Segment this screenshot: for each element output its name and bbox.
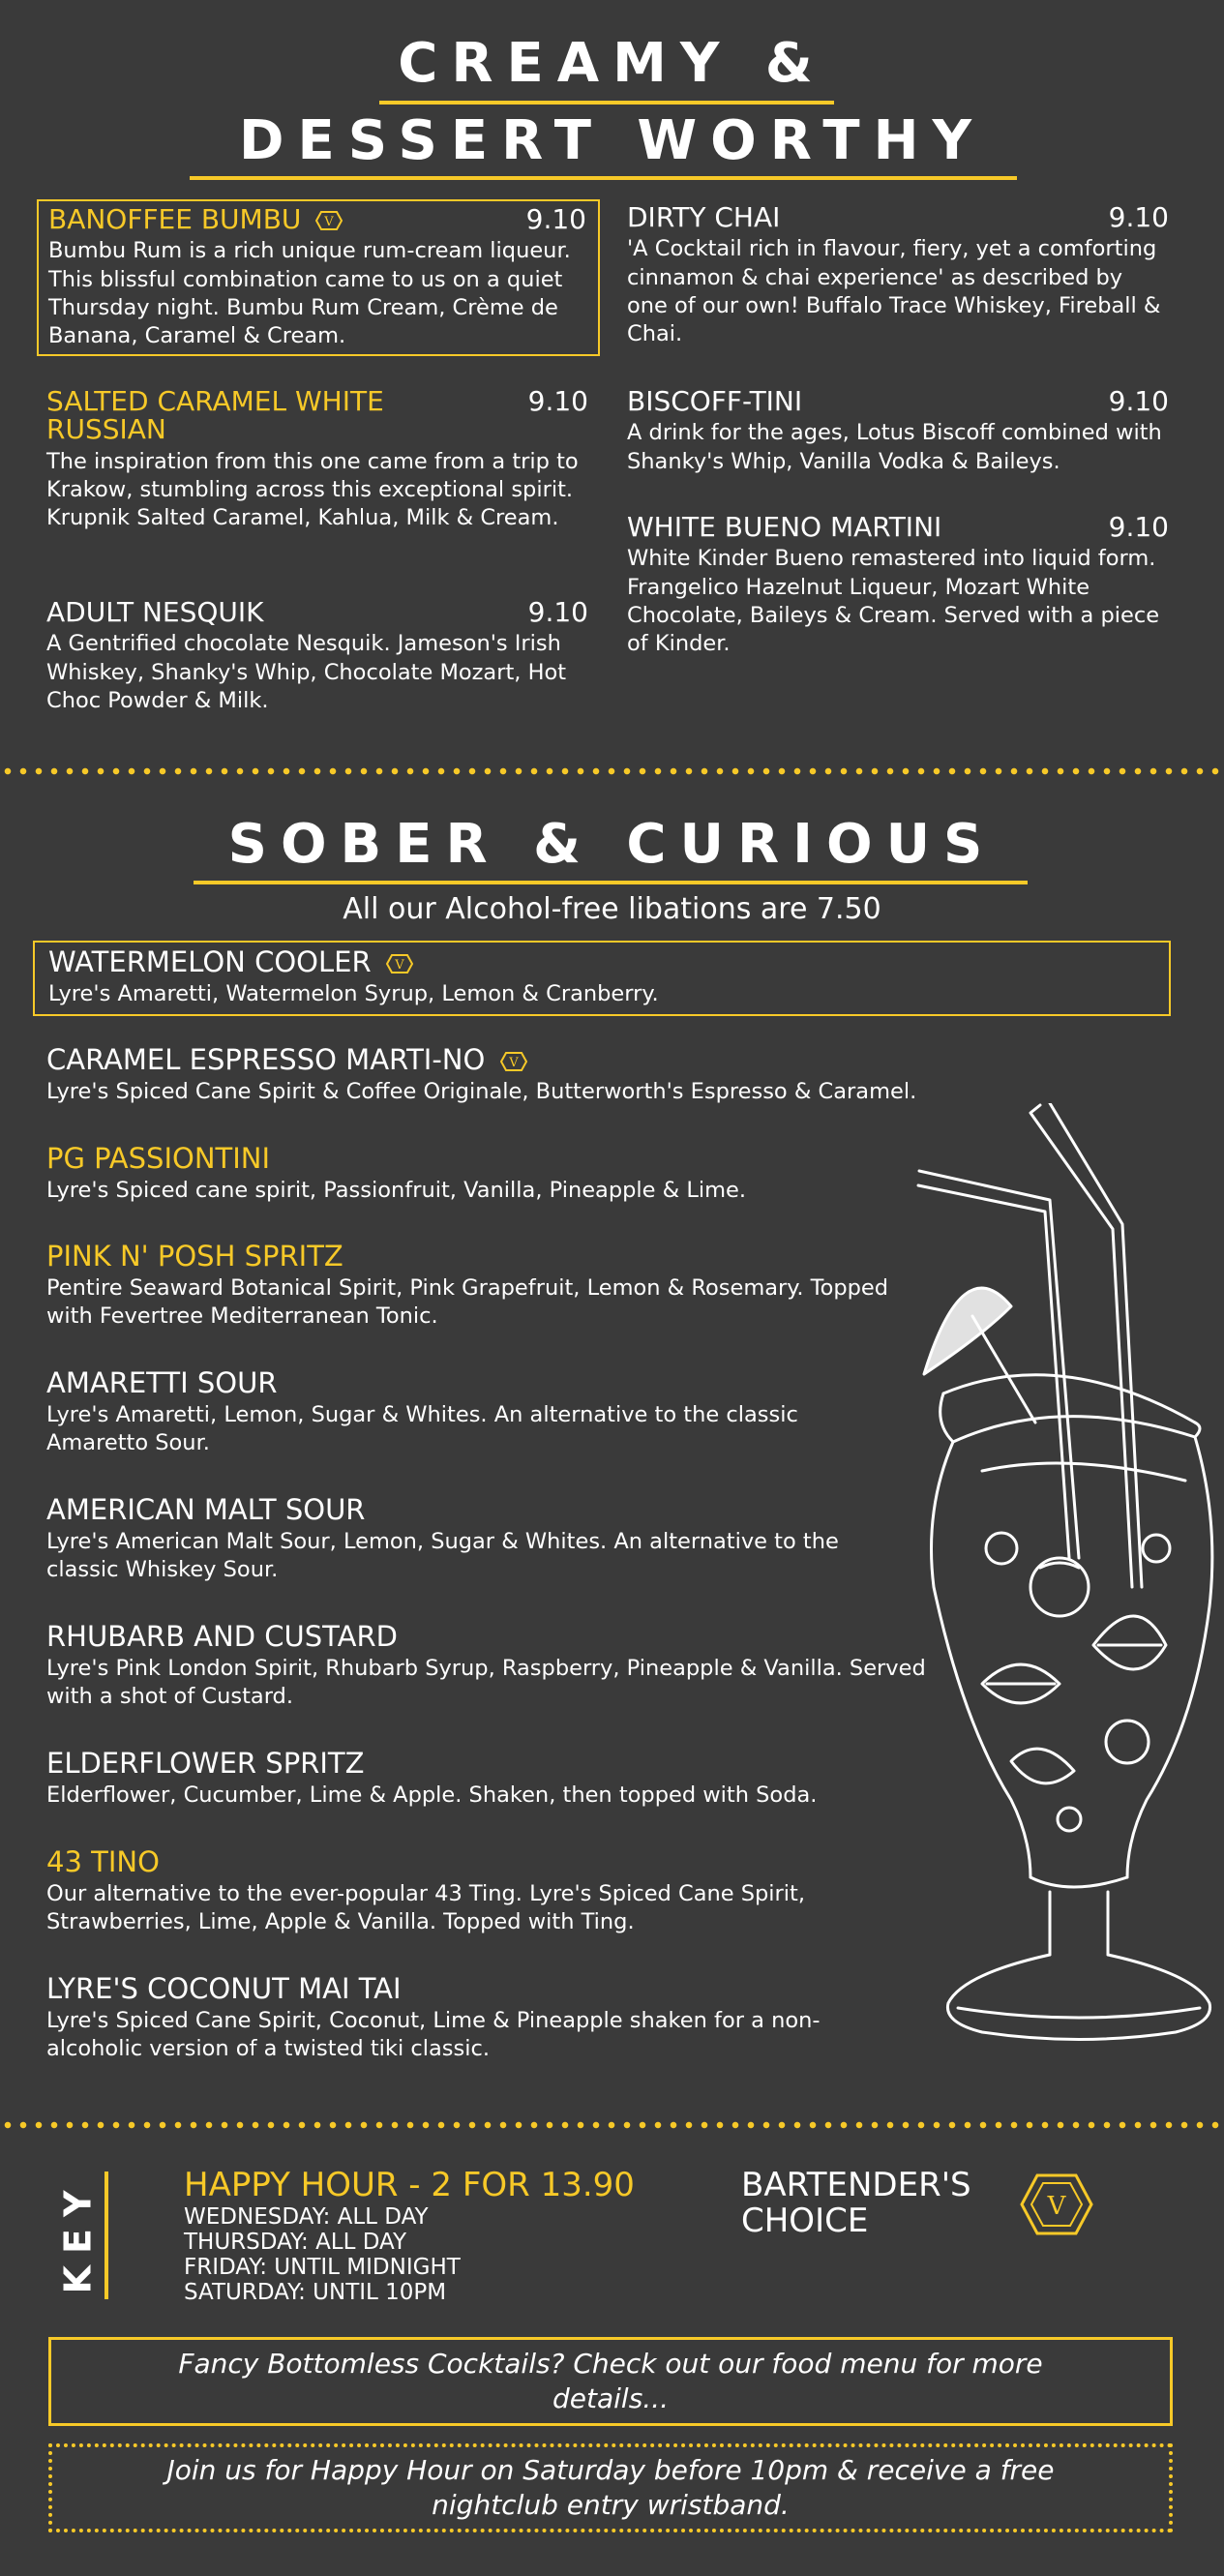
item-name: PG PASSIONTINI [46,1142,271,1175]
dotted-divider [0,2121,1224,2129]
item-description: The inspiration from this one came from a trip to Krakow, stumbling across this exceptional spirit. Krupnik Salted Caramel, Kahlua, Milk & Cream. [46,448,579,531]
item-description: Lyre's Spiced Cane Spirit & Coffee Originale, Butterworth's Espresso & Caramel. [46,1078,917,1104]
item-name: CARAMEL ESPRESSO MARTI-NO [46,1043,486,1076]
item-name: 43 TINO [46,1845,160,1878]
item-price: 9.10 [527,596,588,628]
bartenders-choice-icon [315,210,343,231]
bartenders-choice-icon [500,1051,527,1072]
menu-item-coconut-mai-tai [46,1974,879,2063]
item-description: Our alternative to the ever-popular 43 Ting. Lyre's Spiced Cane Spirit, Strawberries, Lime, Apple & Vanilla. Topped with Ting. [46,1880,806,1935]
item-description: Bumbu Rum is a rich unique rum-cream liqueur. This blissful combination came to us on a quiet Thursday night. Bumbu Rum Cream, Crème de Banana, Caramel & Cream. [48,238,571,349]
menu-item-watermelon-cooler [33,941,1171,1016]
item-price: 9.10 [525,203,586,235]
item-name: AMERICAN MALT SOUR [46,1493,366,1526]
happy-hour-line: SATURDAY: UNTIL 10PM [184,2279,447,2305]
happy-hour-title: HAPPY HOUR - 2 FOR 13.90 [184,2166,635,2204]
item-name: ELDERFLOWER SPRITZ [46,1747,365,1780]
item-description: Lyre's Amaretti, Watermelon Syrup, Lemon & Cranberry. [48,980,659,1006]
item-name: AMARETTI SOUR [46,1366,278,1399]
item-description: Lyre's Amaretti, Lemon, Sugar & Whites. An alternative to the classic Amaretto Sour. [46,1401,798,1456]
key-label: KEY [56,2178,100,2294]
happy-hour-times [184,2204,461,2305]
svg-text:V: V [508,1056,519,1070]
menu-item-white-bueno [627,513,1169,658]
item-description: Pentire Seaward Botanical Spirit, Pink Grapefruit, Lemon & Rosemary. Topped with Fevertree Mediterranean Tonic. [46,1274,889,1330]
item-name: RHUBARB AND CUSTARD [46,1620,398,1653]
menu-item-pink-posh-spritz [46,1242,898,1331]
item-price: 9.10 [1108,201,1169,233]
menu-item-american-malt-sour [46,1495,917,1584]
item-price: 9.10 [1108,385,1169,417]
title-underline [379,101,834,105]
menu-item-pg-passiontini [46,1144,898,1205]
menu-item-amaretti-sour [46,1368,898,1457]
item-name: WATERMELON COOLER [48,945,372,978]
title-underline [190,176,1017,180]
item-name: BANOFFEE BUMBU [48,203,302,235]
happy-hour-line: FRIDAY: UNTIL MIDNIGHT [184,2254,461,2280]
menu-item-rhubarb-custard [46,1622,937,1711]
item-price: 9.10 [1108,511,1169,543]
item-name: WHITE BUENO MARTINI [627,511,942,543]
item-description: A drink for the ages, Lotus Biscoff combined with Shanky's Whip, Vanilla Vodka & Baileys. [627,420,1162,474]
item-description: Elderflower, Cucumber, Lime & Apple. Shaken, then topped with Soda. [46,1782,818,1808]
item-name: DIRTY CHAI [627,201,781,233]
bottomless-promo: Fancy Bottomless Cocktails? Check out our food menu for more details... [48,2337,1173,2426]
bartenders-choice-icon-letter: V [1047,2192,1066,2221]
menu-item-caramel-espresso [46,1045,1014,1106]
title-underline [194,881,1028,884]
menu-item-banoffee-bumbu [37,199,600,356]
item-price: 9.10 [527,385,588,417]
key-divider [104,2172,108,2299]
item-name: BISCOFF-TINI [627,385,803,417]
bartenders-choice-icon [1020,2172,1093,2237]
item-name: LYRE'S COCONUT MAI TAI [46,1972,402,2005]
item-description: Lyre's Pink London Spirit, Rhubarb Syrup, Raspberry, Pineapple & Vanilla. Served with a shot of Custard. [46,1655,926,1710]
bartenders-choice-icon [386,953,413,974]
item-name: ADULT NESQUIK [46,596,264,628]
item-description: White Kinder Bueno remastered into liquid form. Frangelico Hazelnut Liqueur, Mozart White Chocolate, Baileys & Cream. Served with a piece of Kinder. [627,546,1160,657]
item-description: Lyre's Spiced Cane Spirit, Coconut, Lime & Pineapple shaken for a non-alcoholic version of a twisted tiki classic. [46,2007,821,2062]
item-description: Lyre's American Malt Sour, Lemon, Sugar & Whites. An alternative to the classic Whiskey Sour. [46,1528,839,1583]
happy-hour-line: WEDNESDAY: ALL DAY [184,2204,429,2230]
sober-title: SOBER & CURIOUS [227,813,997,876]
cocktail-glass-illustration [905,1103,1224,2071]
creamy-title-line1: CREAMY & [398,32,826,95]
sober-subtitle: All our Alcohol-free libations are 7.50 [343,892,881,926]
menu-item-adult-nesquik [46,598,588,715]
dotted-divider [0,767,1224,775]
bartenders-choice-label: BARTENDER'S CHOICE [741,2166,971,2240]
item-description: 'A Cocktail rich in flavour, fiery, yet a comforting cinnamon & chai experience' as described by one of our own! Buffalo Trace Whiskey, Fireball & Chai. [627,236,1161,347]
menu-item-dirty-chai [627,203,1169,348]
item-description: A Gentrified chocolate Nesquik. Jameson's Irish Whiskey, Shanky's Whip, Chocolate Mozart, Hot Choc Powder & Milk. [46,631,567,713]
svg-text:V: V [395,958,404,973]
item-description: Lyre's Spiced cane spirit, Passionfruit, Vanilla, Pineapple & Lime. [46,1177,747,1203]
happy-hour-line: THURSDAY: ALL DAY [184,2229,407,2255]
menu-item-elderflower-spritz [46,1749,917,1810]
menu-item-43-tino [46,1847,898,1936]
item-name: PINK N' POSH SPRITZ [46,1240,343,1273]
svg-text:V: V [324,215,335,229]
item-name: SALTED CARAMEL WHITE RUSSIAN [46,385,384,446]
menu-item-biscoff-tini [627,387,1169,476]
creamy-title-line2: DESSERT WORTHY [238,109,986,172]
nightclub-promo: Join us for Happy Hour on Saturday before 10pm & receive a free nightclub entry wristband. [48,2443,1173,2532]
menu-item-salted-caramel [46,387,588,533]
